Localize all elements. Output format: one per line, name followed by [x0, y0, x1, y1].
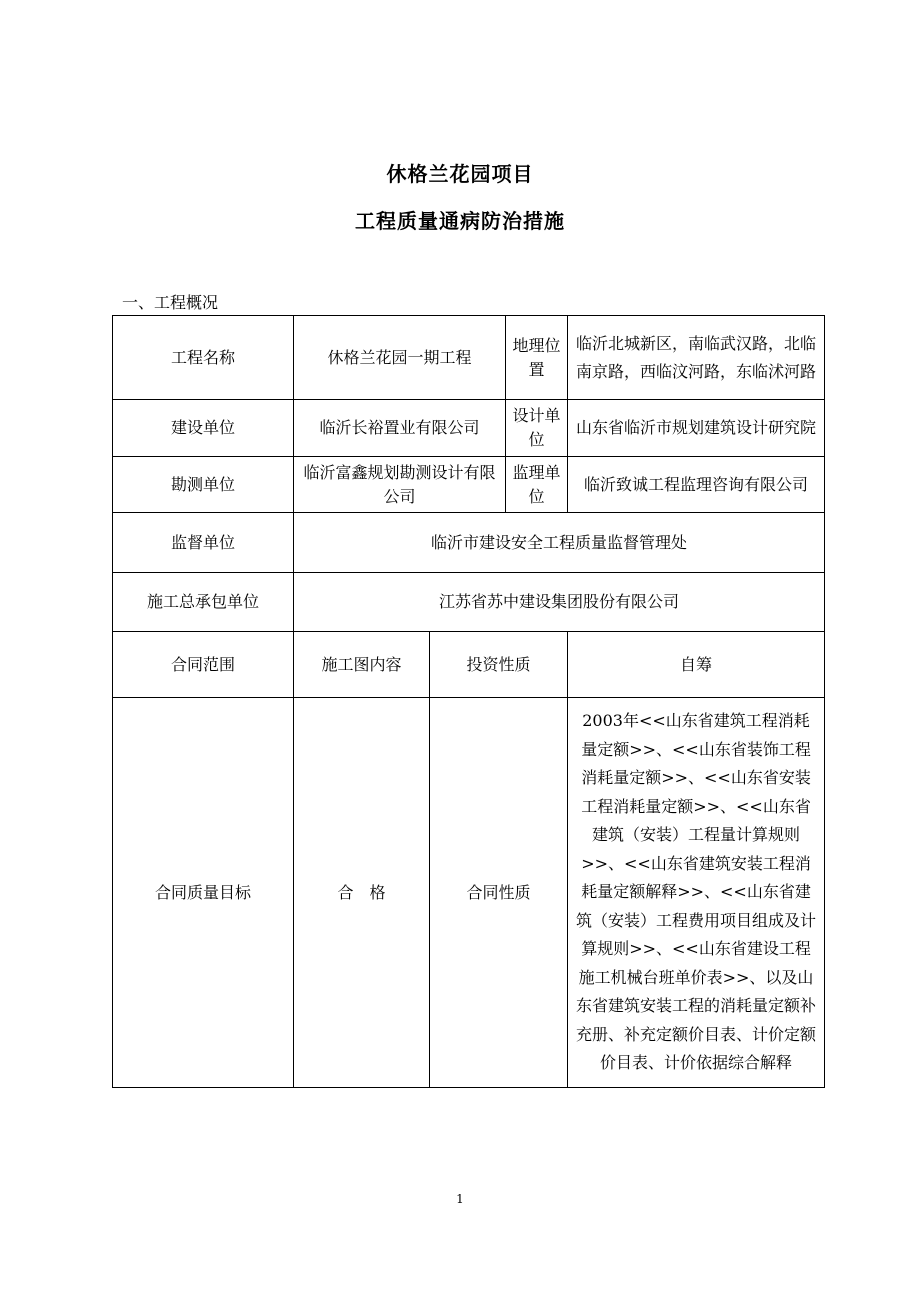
developer-value: 临沂长裕置业有限公司 — [294, 400, 506, 457]
quality-goal-value: 合 格 — [294, 698, 430, 1088]
table-row — [113, 400, 825, 457]
table-row — [113, 457, 825, 513]
table-row — [113, 632, 825, 698]
contractor-value: 江苏省苏中建设集团股份有限公司 — [294, 573, 825, 632]
contractor-label: 施工总承包单位 — [113, 573, 294, 632]
contract-nature-value: 2003年<<山东省建筑工程消耗量定额>>、<<山东省装饰工程消耗量定额>>、<<山东省安装工程消耗量定额>>、<<山东省建筑（安装）工程量计算规则>>、<<山东省建筑安装工程消耗量定额解释>>、<<山东省建筑（安装）工程费用项目组成及计算规则>>、<<山东省建设工程施工机械台班单价表>>、以及山东省建筑安装工程的消耗量定额补充册、补充定额价目表、计价定额价目表、计价依据综合解释 — [568, 698, 825, 1088]
supervisor-label: 监理单位 — [506, 457, 568, 513]
scope-label: 合同范围 — [113, 632, 294, 698]
table-row — [113, 698, 825, 1088]
table-row — [113, 573, 825, 632]
project-name-label: 工程名称 — [113, 316, 294, 400]
investment-label: 投资性质 — [430, 632, 568, 698]
location-label: 地理位置 — [506, 316, 568, 400]
investment-value: 自筹 — [568, 632, 825, 698]
surveyor-value: 临沂富鑫规划勘测设计有限公司 — [294, 457, 506, 513]
table-row — [113, 316, 825, 400]
designer-value: 山东省临沂市规划建筑设计研究院 — [568, 400, 825, 457]
supervisor-value: 临沂致诚工程监理咨询有限公司 — [568, 457, 825, 513]
section-heading: 一、工程概况 — [122, 293, 219, 312]
developer-label: 建设单位 — [113, 400, 294, 457]
project-overview-table — [112, 315, 825, 1088]
oversight-value: 临沂市建设安全工程质量监督管理处 — [294, 513, 825, 573]
project-name-value: 休格兰花园一期工程 — [294, 316, 506, 400]
document-title: 休格兰花园项目 — [386, 162, 534, 186]
designer-label: 设计单位 — [506, 400, 568, 457]
document-subtitle: 工程质量通病防治措施 — [355, 209, 565, 233]
page-number: 1 — [456, 1192, 464, 1206]
table-row — [113, 513, 825, 573]
location-value: 临沂北城新区，南临武汉路，北临南京路，西临汶河路，东临沭河路 — [568, 316, 825, 400]
quality-goal-label: 合同质量目标 — [113, 698, 294, 1088]
surveyor-label: 勘测单位 — [113, 457, 294, 513]
scope-value: 施工图内容 — [294, 632, 430, 698]
oversight-label: 监督单位 — [113, 513, 294, 573]
contract-nature-label: 合同性质 — [430, 698, 568, 1088]
